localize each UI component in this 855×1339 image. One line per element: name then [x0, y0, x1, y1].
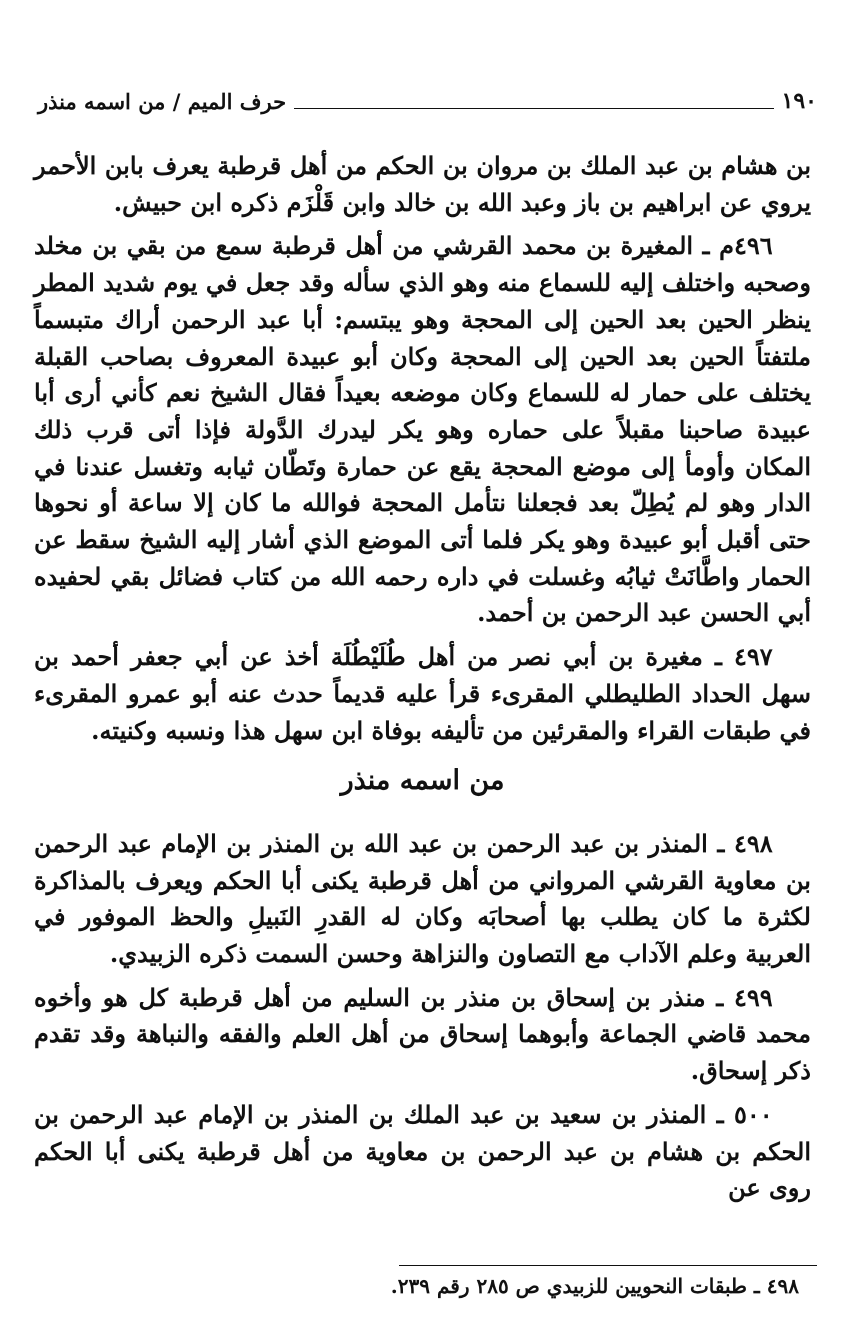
- footnote-rule: [399, 1265, 817, 1266]
- running-title: حرف الميم / من اسمه منذر: [38, 88, 287, 114]
- entry-498: ٤٩٨ ـ المنذر بن عبد الرحمن بن عبد الله بن المنذر بن الإمام عبد الرحمن بن معاوية القرشي المرواني من أهل قرطبة يكنى أبا الحكم ويعرف بالمذاكرة لكثرة ما كان يطلب بها أصحابَه وكان له القدرِ النَبيلِ والحظ الموفور في العربية وعلم الآداب مع التصاون والنزاهة وحسن السمت ذكره الزبيدي.: [34, 828, 811, 969]
- running-header: [38, 84, 817, 118]
- entry-500: ٥٠٠ ـ المنذر بن سعيد بن عبد الملك بن المنذر بن الإمام عبد الرحمن بن الحكم بن هشام بن عبد الرحمن بن معاوية من أهل قرطبة يكنى أبا الحكم روى عن: [34, 1099, 811, 1203]
- entry-499: ٤٩٩ ـ منذر بن إسحاق بن منذر بن السليم من أهل قرطبة كل هو وأخوه محمد قاضي الجماعة وأبوهما إسحاق من أهل العلم والفقه والنباهة وقد تقدم ذكر إسحاق.: [34, 982, 811, 1086]
- paragraph-continuation: بن هشام بن عبد الملك بن مروان بن الحكم من أهل قرطبة يعرف بابن الأحمر يروي عن ابراهيم بن باز وعبد الله بن خالد وابن قَلْزَم ذكره ابن حبيش.: [34, 151, 811, 217]
- section-heading: من اسمه منذر: [340, 765, 505, 797]
- footnote: ٤٩٨ ـ طبقات النحويين للزبيدي ص ٢٨٥ رقم ٢٣٩.: [390, 1274, 799, 1298]
- entry-496: ٤٩٦م ـ المغيرة بن محمد القرشي من أهل قرطبة سمع من بقي بن مخلد وصحبه واختلف إليه للسماع منه وهو الذي سأله وقد جعل في يوم شديد المطر ينظر الحين بعد الحين إلى المحجة وهو يبتسم: أبا عبد الرحمن أراك متبسماً ملتفتاً الحين بعد الحين إلى المحجة وكان أبو عبيدة المعروف بصاحب القبلة يختلف على حمار له للسماع وكان موضعه بعيداً فقال الشيخ نعم كأني أرى أبا عبيدة صاحبنا مقبلاً على حماره وهو يكر ليدرك الدَّولة فإذا أتى قرب ذلك المكان وأومأ إلى موضع المحجة يقع عن حمارة وتَطّان ثيابه وتغسل عندنا في الدار وهو لم يُطِلّ بعد فجعلنا نتأمل المحجة فوالله ما كان إلا ساعة أو نحوها حتى أقبل أبو عبيدة وهو يكر فلما أتى الموضع الذي أشار إليه الشيخ سقط عن الحمار واطَّانَتْ ثيابُه وغسلت في داره رحمه الله من كتاب فضائل بقي لحفيده أبي الحسن عبد الرحمن بن أحمد.: [34, 231, 811, 628]
- page-number: ١٩٠: [781, 88, 817, 114]
- header-rule: [294, 94, 773, 109]
- entry-497: ٤٩٧ ـ مغيرة بن أبي نصر من أهل طُلَيْطُلَة أخذ عن أبي جعفر أحمد بن سهل الحداد الطليطلي المقرىء قرأ عليه قديماً حدث عنه أبو عمرو المقرىء في طبقات القراء والمقرئين من تأليفه بوفاة ابن سهل هذا ونسبه وكنيته.: [34, 642, 812, 745]
- page-body: [34, 148, 811, 1214]
